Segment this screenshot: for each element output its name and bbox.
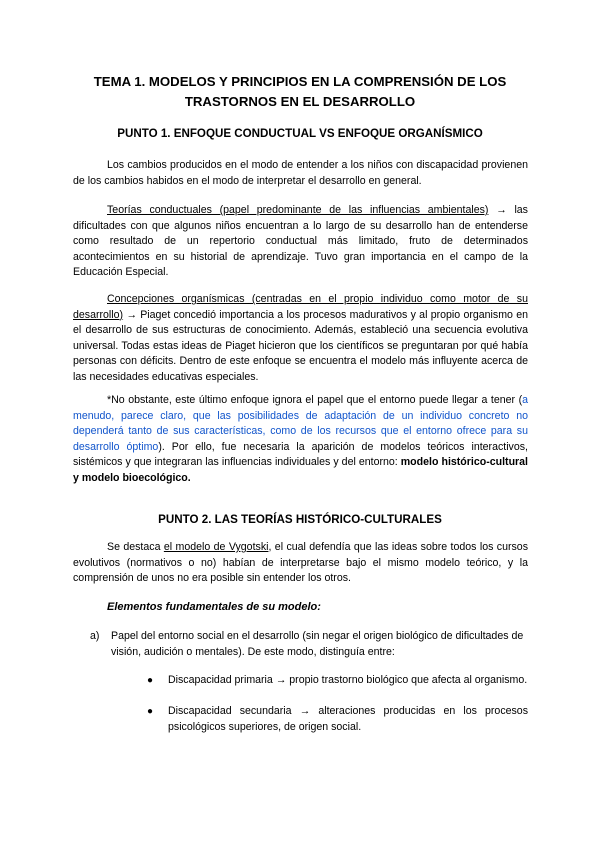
bullet-item-2-text: Discapacidad secundaria → alteraciones producidas en los procesos psicológicos superiores, de origen social.: [168, 705, 528, 733]
paragraph-4-bold: modelo histórico-cultural y modelo bioecológico.: [73, 456, 528, 484]
section-heading-punto-1: PUNTO 1. ENFOQUE CONDUCTUAL VS ENFOQUE ORGANÍSMICO: [117, 127, 483, 140]
list-item-a-text: Papel del entorno social en el desarrollo (sin negar el origen biológico de dificultades de visión, audición o mentales). De este modo, distinguía entre:: [111, 630, 524, 658]
paragraph-2-text: → las dificultades con que algunos niños encuentran a lo largo de su desarrollo han de entenderse como resultado de un repertorio conductual más limitado, fruto de determinados acontecimientos en su historial de aprendizaje. Tuvo gran importancia en el campo de la Educación Especial.: [73, 204, 528, 279]
paragraph-5-text-a: Se destaca: [107, 541, 164, 553]
bullet-item-1-text: Discapacidad primaria → propio trastorno biológico que afecta al organismo.: [168, 674, 528, 686]
paragraph-3: [73, 292, 528, 386]
bullet-item-1: [147, 673, 528, 689]
paragraph-4-text-a: *No obstante, este último enfoque ignora el papel que el entorno puede llegar a tener (: [107, 394, 523, 406]
ordered-list-item-a: [90, 629, 530, 660]
section-heading-punto-2: PUNTO 2. LAS TEORÍAS HISTÓRICO-CULTURALES: [158, 513, 442, 526]
list-marker-a: a): [90, 630, 100, 642]
paragraph-4: [73, 393, 528, 487]
paragraph-4-text-b: ). Por ello, fue necesaria la aparición de modelos teóricos interactivos, sistémicos y que integraran las influencias individuales y del entorno:: [73, 440, 528, 469]
document-title: [40, 72, 560, 112]
modelo-vygotski-link: el modelo de Vygotski: [163, 541, 269, 553]
paragraph-5: [73, 540, 528, 587]
paragraph-2: [73, 203, 528, 281]
bullet-item-2: [147, 704, 528, 735]
paragraph-4-highlight: a menudo, parece claro, que las posibilidades de adaptación de un individuo concreto no dependerá tanto de sus características, como de los recursos que el entorno ofrece para su desarrollo óptimo: [73, 394, 528, 453]
bullet-icon: ●: [147, 675, 154, 686]
paragraph-1: [73, 158, 528, 189]
paragraph-1-text: Los cambios producidos en el modo de entender a los niños con discapacidad provienen de los cambios habidos en el modo de interpretar el desarrollo en general.: [73, 159, 528, 187]
teorias-conductuales-link: Teorías conductuales (papel predominante de las influencias ambientales): [107, 204, 489, 216]
paragraph-5-text-b: , el cual defendía que las ideas sobre todos los cursos evolutivos (normativos o no) habían de interpretarse bajo el mismo modelo teórico, y la comprensión de unos no era posible sin entender los otros.: [73, 541, 528, 585]
title-line-2: TRASTORNOS EN EL DESARROLLO: [184, 94, 416, 109]
bullet-icon: ●: [147, 706, 154, 717]
title-line-1: TEMA 1. MODELOS Y PRINCIPIOS EN LA COMPRENSIÓN DE LOS: [93, 74, 507, 89]
paragraph-3-text: → Piaget concedió importancia a los procesos madurativos y al propio organismo en el desarrollo de sus estructuras de conocimiento. Además, estableció una secuencia evolutiva universal. Todas estas ideas de Piaget hicieron que los científicos se preguntaran por qué había personas con déficits. Dentro de este enfoque se encuentra el modelo más influyente acerca de las necesidades educativas especiales.: [73, 308, 528, 383]
elementos-subheading: Elementos fundamentales de su modelo:: [107, 601, 321, 613]
concepciones-organismicas-link: Concepciones organísmicas (centradas en el propio individuo como motor de su desarrollo): [73, 293, 528, 321]
